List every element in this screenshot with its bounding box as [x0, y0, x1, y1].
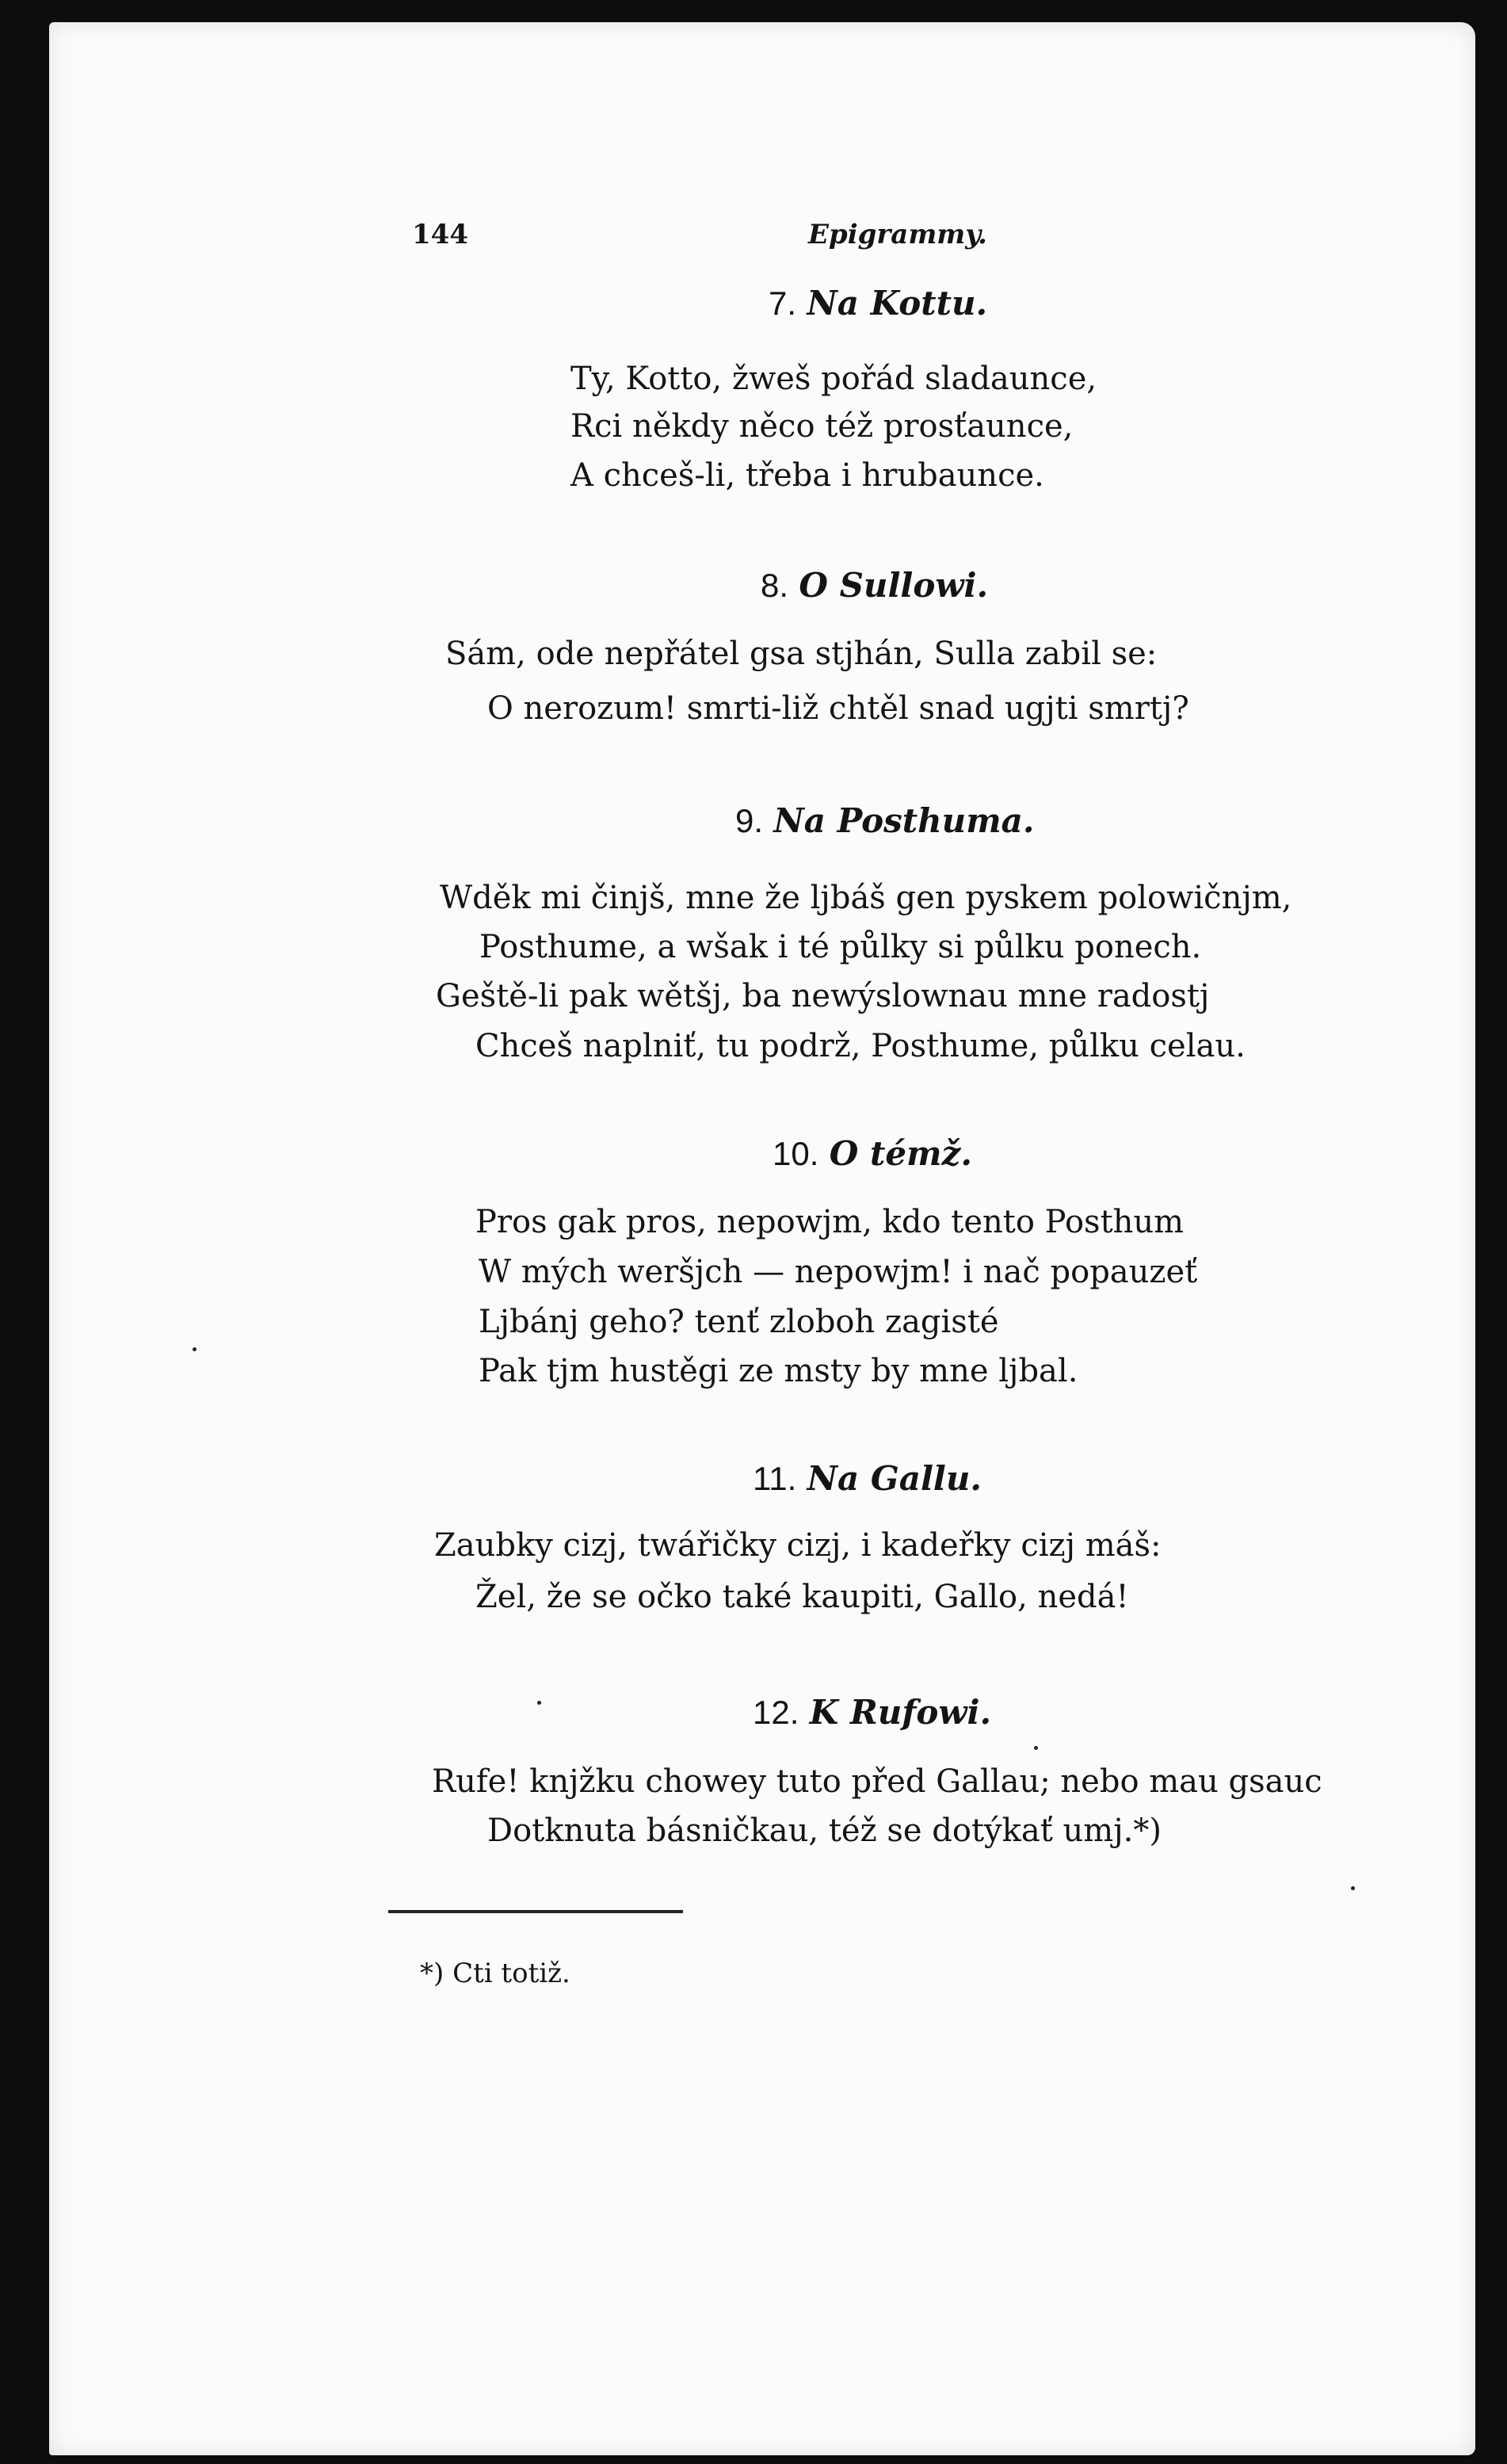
- poem-number: 9.: [735, 802, 764, 839]
- poem-title: Na Posthuma.: [773, 801, 1035, 840]
- poem-line: W mých weršjch — nepowjm! i nač popauzeť: [479, 1254, 1198, 1290]
- poem-number: 7.: [769, 285, 797, 322]
- poem-heading: [735, 801, 1035, 840]
- poem-line: Dotknuta básničkau, též se dotýkať umj.*): [487, 1813, 1162, 1849]
- footnote: *) Cti totiž.: [420, 1958, 570, 1989]
- poem-line: Posthume, a wšak i té půlky si půlku ponech.: [479, 929, 1202, 965]
- page-speck: [1034, 1746, 1038, 1750]
- poem-heading: [753, 1693, 992, 1732]
- poem-number: 10.: [773, 1135, 819, 1172]
- poem-title: O Sullowi.: [799, 566, 989, 605]
- poem-line: Ty, Kotto, žweš pořád sladaunce,: [570, 361, 1097, 397]
- poem-number: 12.: [753, 1694, 799, 1731]
- page-number: 144: [412, 219, 468, 250]
- page-speck: [537, 1701, 541, 1705]
- page-edge-shadow: [1475, 0, 1507, 2464]
- poem-number: 8.: [761, 567, 789, 604]
- footnote-rule: [388, 1910, 683, 1913]
- poem-number: 11.: [753, 1460, 797, 1497]
- poem-title: Na Gallu.: [807, 1459, 982, 1498]
- poem-line: A chceš-li, třeba i hrubaunce.: [570, 457, 1044, 494]
- poem-title: O témž.: [829, 1134, 972, 1173]
- poem-line: Chceš naplniť, tu podrž, Posthume, půlku celau.: [475, 1028, 1246, 1064]
- poem-title: K Rufowi.: [809, 1693, 992, 1732]
- poem-line: Ljbánj geho? tenť zloboh zagisté: [479, 1304, 999, 1340]
- poem-heading: [761, 566, 989, 605]
- poem-line: Geště-li pak wětšj, ba newýslownau mne radostj: [436, 978, 1210, 1014]
- poem-line: Wděk mi činjš, mne že ljbáš gen pyskem polowičnjm,: [440, 880, 1292, 916]
- poem-line: Pak tjm hustěgi ze msty by mne ljbal.: [479, 1353, 1078, 1389]
- poem-line: Pros gak pros, nepowjm, kdo tento Posthum: [475, 1204, 1185, 1240]
- poem-title: Na Kottu.: [807, 284, 988, 323]
- poem-heading: [773, 1134, 972, 1173]
- poem-heading: [769, 284, 988, 323]
- poem-line: Rufe! knjžku chowey tuto před Gallau; nebo mau gsauc: [432, 1763, 1322, 1800]
- poem-line: Zaubky cizj, twářičky cizj, i kadeřky cizj máš:: [434, 1527, 1162, 1564]
- poem-line: Žel, že se očko také kaupiti, Gallo, nedá!: [475, 1579, 1129, 1615]
- poem-heading: [753, 1459, 982, 1498]
- poem-line: Rci někdy něco též prosťaunce,: [570, 408, 1074, 445]
- poem-line: Sám, ode nepřátel gsa stjhán, Sulla zabil se:: [445, 636, 1158, 672]
- page-speck: [193, 1347, 196, 1351]
- running-title: Epigrammy.: [808, 219, 987, 250]
- poem-line: O nerozum! smrti-liž chtěl snad ugjti smrtj?: [487, 690, 1189, 727]
- page-speck: [1351, 1886, 1355, 1890]
